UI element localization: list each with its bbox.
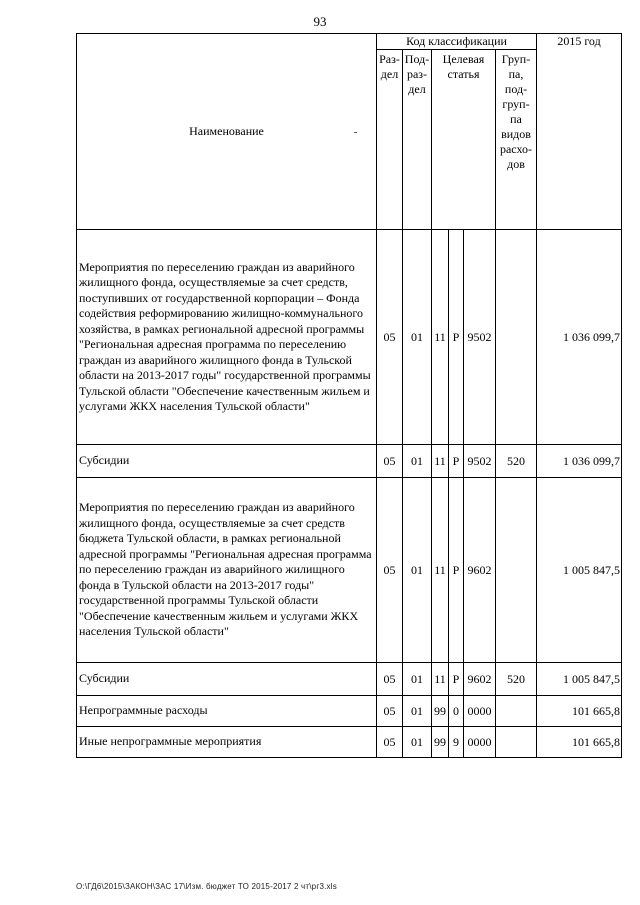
row-target-part2: 9 xyxy=(449,727,464,758)
row-amount: 1 036 099,7 xyxy=(537,230,622,445)
file-path-footer: O:\ГД6\2015\ЗАКОН\ЗАС 17\Изм. бюджет ТО 2015-2017 2 чт\рг3.xls xyxy=(76,882,337,891)
row-target-part3: 9502 xyxy=(464,230,496,445)
row-subsection: 01 xyxy=(403,478,432,663)
row-name: Субсидии xyxy=(77,445,377,478)
row-section: 05 xyxy=(377,230,403,445)
row-section: 05 xyxy=(377,663,403,696)
row-name: Иные непрограммные мероприятия xyxy=(77,727,377,758)
row-target-part2: Р xyxy=(449,445,464,478)
header-target-article: Целевая статья xyxy=(432,50,496,230)
table-row xyxy=(77,478,622,663)
header-expense-group: Груп- па, под- груп- па видов расхо- дов xyxy=(496,50,537,230)
row-expense-group: 520 xyxy=(496,663,537,696)
row-subsection: 01 xyxy=(403,727,432,758)
row-target-part2: Р xyxy=(449,478,464,663)
row-section: 05 xyxy=(377,727,403,758)
table-row xyxy=(77,727,622,758)
row-name: Непрограммные расходы xyxy=(77,696,377,727)
row-section: 05 xyxy=(377,445,403,478)
row-amount: 1 005 847,5 xyxy=(537,663,622,696)
row-expense-group xyxy=(496,727,537,758)
row-target-part1: 11 xyxy=(432,663,449,696)
row-expense-group xyxy=(496,478,537,663)
row-expense-group: 520 xyxy=(496,445,537,478)
header-section: Раз- дел xyxy=(377,50,403,230)
row-amount: 1 005 847,5 xyxy=(537,478,622,663)
row-target-part1: 99 xyxy=(432,727,449,758)
row-amount: 1 036 099,7 xyxy=(537,445,622,478)
row-target-part2: 0 xyxy=(449,696,464,727)
page-number: 93 xyxy=(313,14,327,29)
header-name: Наименование xyxy=(77,34,377,230)
table-row xyxy=(77,230,622,445)
row-expense-group xyxy=(496,696,537,727)
row-target-part3: 9602 xyxy=(464,478,496,663)
row-target-part1: 11 xyxy=(432,445,449,478)
row-amount: 101 665,8 xyxy=(537,696,622,727)
row-name: Субсидии xyxy=(77,663,377,696)
row-target-part1: 11 xyxy=(432,478,449,663)
row-subsection: 01 xyxy=(403,445,432,478)
row-target-part3: 0000 xyxy=(464,696,496,727)
row-subsection: 01 xyxy=(403,663,432,696)
table-row xyxy=(77,696,622,727)
row-target-part3: 9502 xyxy=(464,445,496,478)
row-expense-group xyxy=(496,230,537,445)
header-classification: Код классификации xyxy=(377,34,537,50)
row-target-part2: Р xyxy=(449,230,464,445)
row-subsection: 01 xyxy=(403,230,432,445)
row-amount: 101 665,8 xyxy=(537,727,622,758)
row-target-part1: 99 xyxy=(432,696,449,727)
header-year: 2015 год xyxy=(537,34,622,230)
row-target-part3: 9602 xyxy=(464,663,496,696)
row-target-part2: Р xyxy=(449,663,464,696)
row-name: Мероприятия по переселению граждан из аварийного жилищного фонда, осуществляемые за счет средств, поступивших от государственной корпорации – Фонда содействия реформированию жилищно-коммунального хозяйства, в рамках региональной адресной программы "Региональная адресная программа по переселению граждан из аварийного жилищного фонда в Тульской области на 2013-2017 годы" государственной программы Тульской области "Обеспечение качественным жильем и услугами ЖКХ населения Тульской области" xyxy=(77,230,377,445)
row-target-part1: 11 xyxy=(432,230,449,445)
row-subsection: 01 xyxy=(403,696,432,727)
row-target-part3: 0000 xyxy=(464,727,496,758)
row-section: 05 xyxy=(377,478,403,663)
table-row xyxy=(77,445,622,478)
row-name: Мероприятия по переселению граждан из аварийного жилищного фонда, осуществляемые за счет средств бюджета Тульской области, в рамках региональной адресной программы "Региональная адресная программа по переселению граждан из аварийного жилищного фонда в Тульской области на 2013-2017 годы" государственной программы Тульской области "Обеспечение качественным жильем и услугами ЖКХ населения Тульской области" xyxy=(77,478,377,663)
table-row xyxy=(77,663,622,696)
row-section: 05 xyxy=(377,696,403,727)
budget-table xyxy=(76,33,622,758)
header-subsection: Под- раз- дел xyxy=(403,50,432,230)
